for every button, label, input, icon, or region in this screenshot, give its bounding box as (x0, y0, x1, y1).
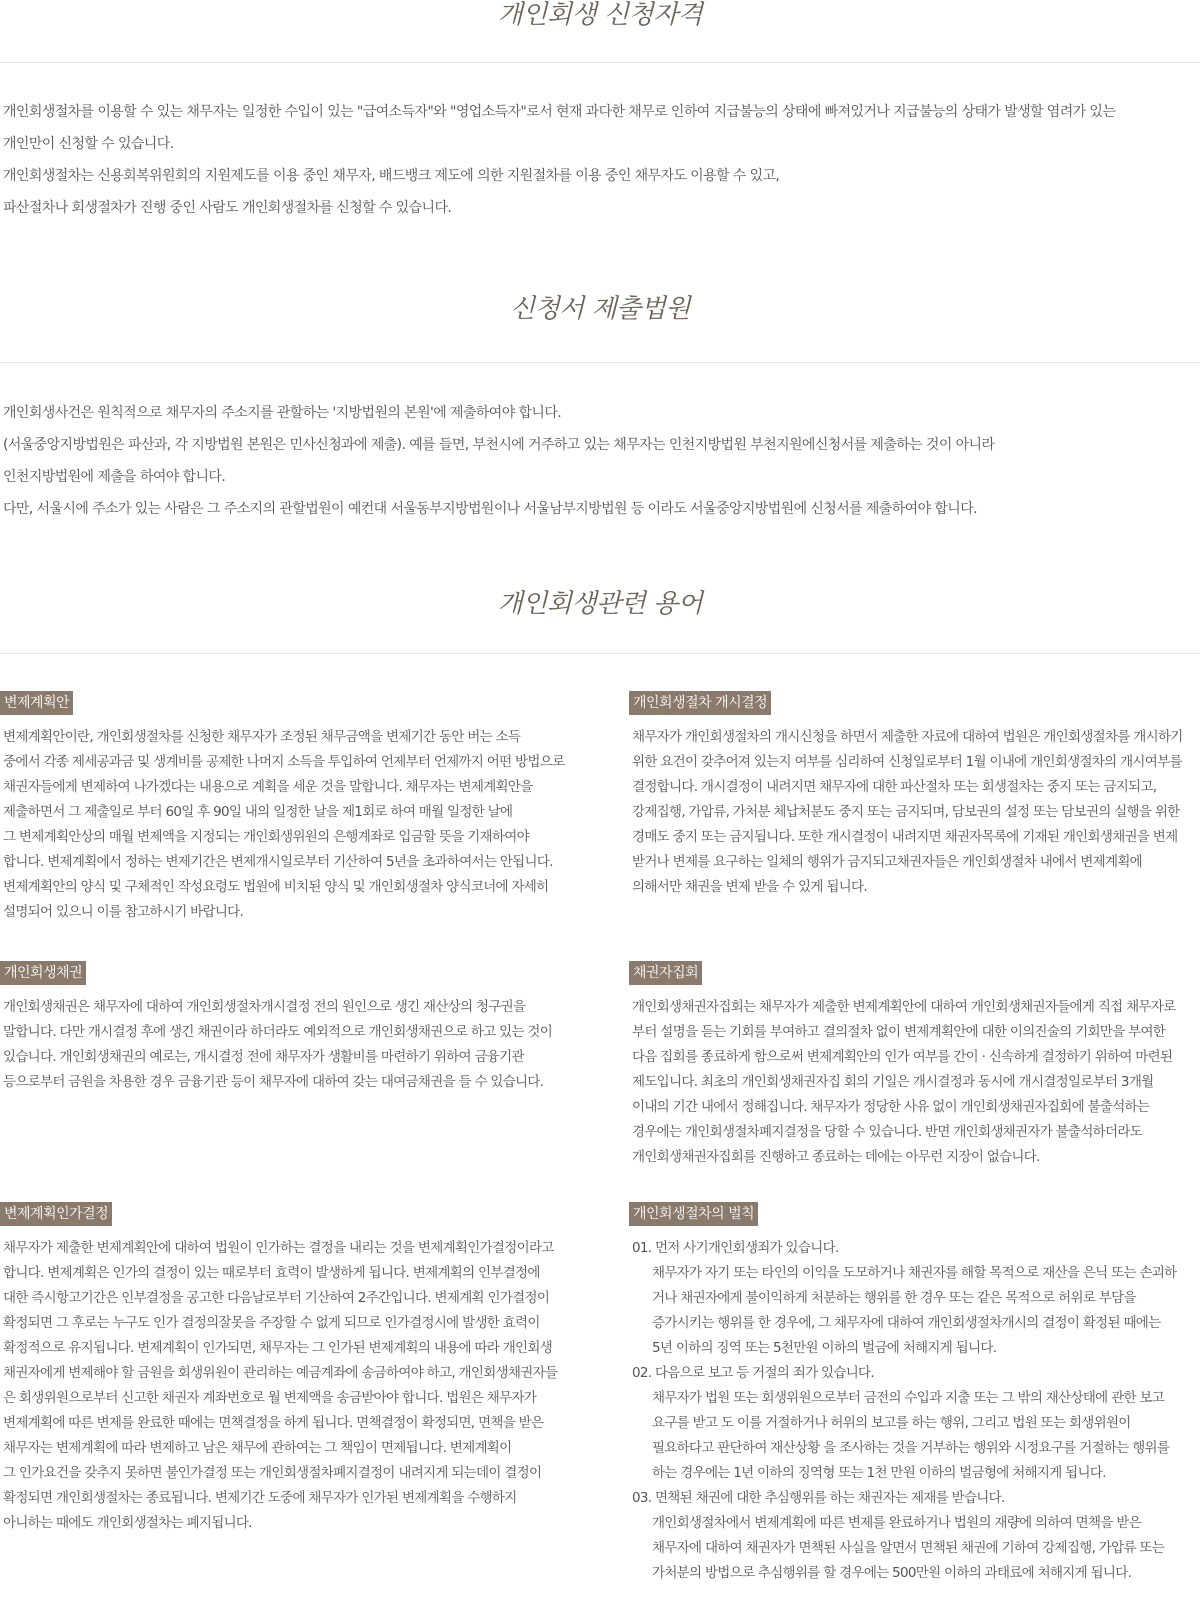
term-line: 중에서 각종 제세공과금 및 생계비를 공제한 나머지 소득을 투입하여 언제부터 언제까지 어떤 방법으로 (3, 754, 565, 770)
term-line: 채무자가 법원 또는 회생위원으로부터 금전의 수입과 지출 또는 그 밖의 재산상태에 관한 보고 (652, 1390, 1165, 1406)
term-line: 변제계획에 따른 변제를 완료한 때에는 면책결정을 하게 됩니다. 면책결정이 확정되면, 면책을 받은 (3, 1415, 544, 1431)
paragraph-line: 인천지방법원에 제출을 하여야 합니다. (3, 469, 226, 485)
term-line: 확정적으로 유지됩니다. 변제계획이 인가되면, 채무자는 그 인가된 변제계획의 내용에 따라 개인회생 (3, 1340, 553, 1356)
paragraph-line: 개인회생절차를 이용할 수 있는 채무자는 일정한 수입이 있는 "급여소득자"와 "영업소득자"로서 현재 과다한 채무로 인하여 지급불능의 상태에 빠져있거나 지급불능의 상태가 발생할 염려가 있는 (3, 104, 1116, 120)
paragraph-line: 개인회생사건은 원칙적으로 채무자의 주소지를 관할하는 '지방법원의 본원'에 제출하여야 합니다. (3, 405, 562, 421)
term-body-commencement-decision (632, 725, 1197, 900)
term-line: 개인회생절차에서 변제계획에 따른 변제를 완료하거나 법원의 재량에 의하여 면책을 받은 (652, 1515, 1141, 1531)
paragraph-line: (서울중앙지방법원은 파산과, 각 지방법원 본원은 민사신청과에 제출). 예를 들면, 부천시에 거주하고 있는 채무자는 인천지방법원 부천지원에신청서를 제출하는 것이 아니라 (3, 437, 995, 453)
term-line: 개인회생채권은 채무자에 대하여 개인회생절차개시결정 전의 원인으로 생긴 재산상의 청구권을 (3, 999, 526, 1015)
term-line: 요구를 받고 도 이를 거절하거나 허위의 보고를 하는 행위, 그리고 법원 또는 회생위원이 (652, 1415, 1131, 1431)
term-line: 채무자가 개인회생절차의 개시신청을 하면서 제출한 자료에 대하여 법원은 개인회생절차를 개시하기 (632, 729, 1183, 745)
term-body-penalties (632, 1236, 1197, 1586)
eligibility-paragraph (3, 96, 1183, 224)
paragraph-line: 다만, 서울시에 주소가 있는 사람은 그 주소지의 관할법원이 예컨대 서울동부지방법원이나 서울남부지방법원 등 이라도 서울중앙지방법원에 신청서를 제출하여야 합니다. (3, 501, 977, 517)
section-title-court: 신청서 제출법원 (509, 294, 691, 324)
term-line: 받거나 변제를 요구하는 일체의 행위가 금지되고채권자들은 개인회생절차 내에서 변제계획에 (632, 854, 1143, 870)
term-line: 필요하다고 판단하여 재산상황 을 조사하는 것을 거부하는 행위와 시정요구를 거절하는 행위를 (652, 1440, 1170, 1456)
term-line: 설명되어 있으니 이를 참고하시기 바랍니다. (3, 904, 244, 920)
term-title-rehabilitation-claim: 개인회생채권 (0, 961, 86, 985)
term-line: 채무자가 제출한 변제계획안에 대하여 법원이 인가하는 결정을 내리는 것을 변제계획인가결정이라고 (3, 1240, 554, 1256)
term-body-repayment-plan (3, 725, 578, 925)
term-title-creditors-meeting: 채권자집회 (629, 961, 702, 985)
term-line: 증가시키는 행위를 한 경우에, 그 채무자에 대하여 개인회생절차개시의 결정이 확정된 때에는 (652, 1315, 1161, 1331)
term-line: 거나 채권자에게 불이익하게 처분하는 행위를 한 경우 또는 같은 목적으로 허위로 부담을 (652, 1290, 1136, 1306)
term-line: 01. 먼저 사기개인회생죄가 있습니다. (632, 1240, 839, 1256)
term-line: 경우에는 개인회생절차폐지결정을 당할 수 있습니다. 반면 개인회생채권자가 불출석하더라도 (632, 1124, 1143, 1140)
term-line: 경매도 중지 또는 금지됩니다. 또한 개시결정이 내려지면 채권자목록에 기재된 개인회생채권을 변제 (632, 829, 1178, 845)
term-line: 등으로부터 금원을 차용한 경우 금융기관 등이 채무자에 대하여 갖는 대여금채권을 들 수 있습니다. (3, 1074, 544, 1090)
term-line: 채권자들에게 변제하여 나가겠다는 내용으로 계획을 세운 것을 말합니다. 채무자는 변제계획안을 (3, 779, 533, 795)
divider (0, 362, 1200, 363)
term-line: 강제집행, 가압류, 가처분 체납처분도 중지 또는 금지되며, 담보권의 설정 또는 담보권의 실행을 위한 (632, 804, 1180, 820)
term-title-plan-approval: 변제계획인가결정 (0, 1202, 112, 1226)
term-line: 확정되면 개인회생절차는 종료됩니다. 변제기간 도중에 채무자가 인가된 변제계획을 수행하지 (3, 1490, 517, 1506)
term-line: 제출하면서 그 제출일로 부터 60일 후 90일 내의 일정한 날을 제1회로 하여 매월 일정한 날에 (3, 804, 513, 820)
term-line: 개인회생채권자집회를 진행하고 종료하는 데에는 아무런 지장이 없습니다. (632, 1149, 1040, 1165)
divider (0, 653, 1200, 654)
term-line: 하는 경우에는 1년 이하의 징역형 또는 1천 만원 이하의 벌금형에 처해지게 됩니다. (652, 1465, 1106, 1481)
term-line: 변제계획안이란, 개인회생절차를 신청한 채무자가 조정된 채무금액을 변제기간 동안 버는 소득 (3, 729, 521, 745)
term-title-repayment-plan: 변제계획안 (0, 691, 73, 715)
term-line: 채무자는 변제계획에 따라 변제하고 남은 채무에 관하여는 그 책임이 면제됩니다. 변제계획이 (3, 1440, 512, 1456)
term-line: 아니하는 때에도 개인회생절차는 폐지됩니다. (3, 1515, 252, 1531)
term-line: 있습니다. 개인회생채권의 예로는, 개시결정 전에 채무자가 생활비를 마련하기 위하여 금융기관 (3, 1049, 524, 1065)
term-line: 변제계획안의 양식 및 구체적인 작성요령도 법원에 비치된 양식 및 개인회생절차 양식코너에 자세히 (3, 879, 549, 895)
section-title-terms: 개인회생관련 용어 (497, 589, 703, 619)
term-body-rehabilitation-claim (3, 995, 578, 1095)
term-line: 결정합니다. 개시결정이 내려지면 채무자에 대한 파산절차 또는 회생절차는 중지 또는 금지되고, (632, 779, 1157, 795)
term-line: 위한 요건이 갖추어져 있는지 여부를 심리하여 신청일로부터 1월 이내에 개인회생절차의 개시여부를 (632, 754, 1182, 770)
term-line: 채무자에 대하여 채권자가 면책된 사실을 알면서 면책된 채권에 기하여 강제집행, 가압류 또는 (652, 1540, 1165, 1556)
divider (0, 62, 1200, 63)
term-line: 채무자가 자기 또는 타인의 이익을 도모하거나 채권자를 해할 목적으로 재산을 은닉 또는 손괴하 (652, 1265, 1177, 1281)
term-body-creditors-meeting (632, 995, 1197, 1170)
paragraph-line: 개인회생절차는 신용회복위원회의 지원제도를 이용 중인 채무자, 배드뱅크 제도에 의한 지원절차를 이용 중인 채무자도 이용할 수 있고, (3, 168, 780, 184)
term-line: 확정되면 그 후로는 누구도 인가 결정의잘못을 주장할 수 없게 되므로 인가결정시에 발생한 효력이 (3, 1315, 540, 1331)
term-line: 개인회생채권자집회는 채무자가 제출한 변제계획안에 대하여 개인회생채권자들에게 직접 채무자로 (632, 999, 1176, 1015)
term-line: 제도입니다. 최초의 개인회생채권자집 회의 기일은 개시결정과 동시에 개시결정일로부터 3개월 (632, 1074, 1154, 1090)
term-line: 합니다. 변제계획은 인가의 결정이 있는 때로부터 효력이 발생하게 됩니다. 변제계획의 인부결정에 (3, 1265, 540, 1281)
term-line: 02. 다음으로 보고 등 거절의 죄가 있습니다. (632, 1365, 874, 1381)
term-title-penalties: 개인회생절차의 벌칙 (629, 1202, 758, 1226)
term-line: 03. 면책된 채권에 대한 추심행위를 하는 채권자는 제재를 받습니다. (632, 1490, 1005, 1506)
term-title-commencement-decision: 개인회생절차 개시결정 (629, 691, 771, 715)
term-line: 합니다. 변제계획에서 정하는 변제기간은 변제개시일로부터 기산하여 5년을 초과하여서는 안됩니다. (3, 854, 553, 870)
section-title-eligibility: 개인회생 신청자격 (497, 0, 703, 30)
term-line: 의해서만 채권을 변제 받을 수 있게 됩니다. (632, 879, 867, 895)
term-line: 이내의 기간 내에서 정해집니다. 채무자가 정당한 사유 없이 개인회생채권자집회에 불출석하는 (632, 1099, 1150, 1115)
term-line: 그 인가요건을 갖추지 못하면 불인가결정 또는 개인회생절차폐지결정이 내려지게 되는데이 결정이 (3, 1465, 542, 1481)
paragraph-line: 개인만이 신청할 수 있습니다. (3, 136, 174, 152)
term-body-plan-approval (3, 1236, 578, 1536)
paragraph-line: 파산절차나 회생절차가 진행 중인 사람도 개인회생절차를 신청할 수 있습니다. (3, 200, 452, 216)
court-paragraph (3, 397, 1183, 525)
term-line: 그 변제계획안상의 매월 변제액을 지정되는 개인회생위원의 은행계좌로 입금할 뜻을 기재하여야 (3, 829, 529, 845)
term-line: 부터 설명을 듣는 기회를 부여하고 결의절차 없이 변제계획안에 대한 이의진술의 기회만을 부여한 (632, 1024, 1166, 1040)
term-line: 채권자에게 변제해야 할 금원을 회생위원이 관리하는 예금계좌에 송금하여야 하고, 개인회생채권자들 (3, 1365, 558, 1381)
term-line: 5년 이하의 징역 또는 5천만원 이하의 벌금에 처해지게 됩니다. (652, 1340, 997, 1356)
term-line: 말합니다. 다만 개시결정 후에 생긴 채권이라 하더라도 예외적으로 개인회생채권으로 하고 있는 것이 (3, 1024, 553, 1040)
term-line: 가처분의 방법으로 추심행위를 할 경우에는 500만원 이하의 과태료에 처해지게 됩니다. (652, 1565, 1132, 1581)
term-line: 은 회생위원으로부터 신고한 채권자 계좌번호로 월 변제액을 송금받아야 합니다. 법원은 채무자가 (3, 1390, 537, 1406)
term-line: 대한 즉시항고기간은 인부결정을 공고한 다음날로부터 기산하여 2주간입니다. 변제계획 인가결정이 (3, 1290, 550, 1306)
term-line: 다음 집회를 종료하게 함으로써 변제계획안의 인가 여부를 간이 · 신속하게 결정하기 위하여 마련된 (632, 1049, 1173, 1065)
